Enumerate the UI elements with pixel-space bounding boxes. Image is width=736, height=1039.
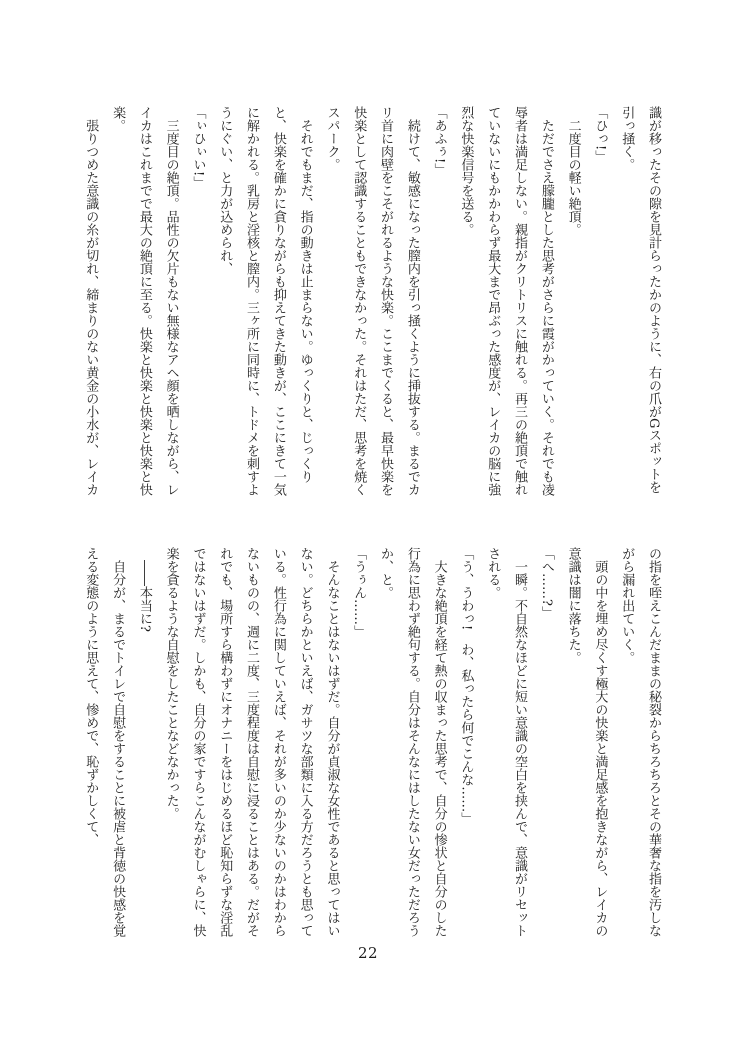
text-column: 引っ掻く。 — [619, 106, 635, 171]
text-column: いる。性行為に関していえば、それが多いのか少ないのかはわから — [270, 547, 286, 937]
text-column: それでもまだ、指の動きは止まらない。ゆっくりと、じっくり — [297, 119, 313, 483]
text-column: 楽。 — [110, 106, 126, 132]
text-column: うにぐい、と力が込められ、 — [217, 106, 233, 275]
text-column: ない。どちらかといえば、ガサツな部類に入る方だろうとも思って — [297, 547, 313, 937]
text-column: 「うぅん……」 — [351, 547, 367, 638]
text-column: 「へ……?」 — [538, 547, 554, 619]
page-number: 22 — [357, 944, 379, 962]
text-column: に解かれる。乳房と淫核と膣内。三ヶ所に同時に、トドメを刺すよ — [244, 106, 260, 496]
text-block-top — [66, 106, 666, 508]
text-block-bottom — [66, 547, 666, 949]
text-column: 頭の中を埋め尽くす極大の快楽と満足感を抱きながら、レイカの — [592, 560, 608, 937]
text-column: そんなことはないはずだ。自分が貞淑な女性であると思ってはい — [324, 560, 340, 937]
text-column: か、と。 — [378, 547, 394, 599]
text-column: 自分が、まるでトイレで自慰をすることに被虐と背徳の快感を覚 — [110, 560, 126, 937]
text-column: 識が移ったその隙を見計らったかのように、右の爪がGスポットを — [646, 106, 661, 494]
text-column: 「あふぅ!」 — [431, 106, 447, 177]
text-column: される。 — [485, 547, 501, 599]
text-column: ――本当に? — [136, 560, 152, 632]
text-column: ないものの、週に二度、三度程度は自慰に浸ることはある。だがそ — [244, 547, 260, 937]
text-column: 二度目の軽い絶頂。 — [565, 119, 581, 236]
text-column: 「ひっ!」 — [592, 106, 608, 164]
text-column: 続けて、敏感になった膣内を引っ掻くように挿抜する。まるでカ — [404, 119, 420, 496]
text-column: 辱者は満足しない。親指がクリトリスに触れる。再三の絶頂で触れ — [512, 106, 528, 496]
text-column: 楽を貪るような自慰をしたことなどなかった。 — [163, 547, 179, 820]
text-column: ただでさえ朦朧とした思考がさらに霞がかっていく。それでも凌 — [538, 119, 554, 496]
text-column: スパーク。 — [324, 106, 340, 171]
text-column: ではないはずだ。しかも、自分の家ですらこんながむしゃらに、快 — [190, 547, 206, 937]
text-column: 快楽として認識することもできなかった。それはただ、思考を焼く — [351, 106, 367, 496]
text-column: える変態のように思えて、惨めで、恥ずかしくて、 — [83, 547, 99, 846]
text-column: 張りつめた意識の糸が切れ、締まりのない黄金の小水が、レイカ — [83, 119, 99, 496]
text-column: 行為に思わず絶句する。自分はそんなにはしたない女だっただろう — [404, 547, 420, 937]
text-column: 大きな絶頂を経て熱の収まった思考で、自分の惨状と自分のした — [431, 560, 447, 937]
text-column: 意識は闇に落ちた。 — [565, 547, 581, 664]
text-column: リ首に肉壁をこそがれるような快楽。ここまでくると、最早快楽を — [378, 106, 394, 496]
text-column: 「う、うわっ! わ、私ったら何でこんな……」 — [458, 547, 474, 826]
text-column: 三度目の絶頂。品性の欠片もない無様なアヘ顔を晒しながら、レ — [163, 119, 179, 496]
text-column: れでも、場所すら構わずにオナニーをはじめるほど恥知らずな淫乱 — [217, 547, 233, 937]
text-column: 「ぃひぃい!」 — [190, 106, 206, 190]
text-column: 一瞬。不自然なほどに短い意識の空白を挟んで、意識がリセット — [512, 560, 528, 937]
text-column: 烈な快楽信号を送る。 — [458, 106, 474, 236]
text-column: イカはこれまでで最大の絶頂に至る。快楽と快楽と快楽と快楽と快 — [136, 106, 152, 496]
text-column: と、快楽を確かに貪りながらも抑えてきた動きが、ここにきて一気 — [270, 106, 286, 496]
text-column: がら漏れ出ていく。 — [619, 547, 635, 664]
text-column: の指を咥えこんだままの秘裂からちろちろとその華奢な指を汚しな — [646, 547, 661, 937]
text-column: ていないにもかかわらず最大まで昂ぶった感度が、レイカの脳に強 — [485, 106, 501, 496]
